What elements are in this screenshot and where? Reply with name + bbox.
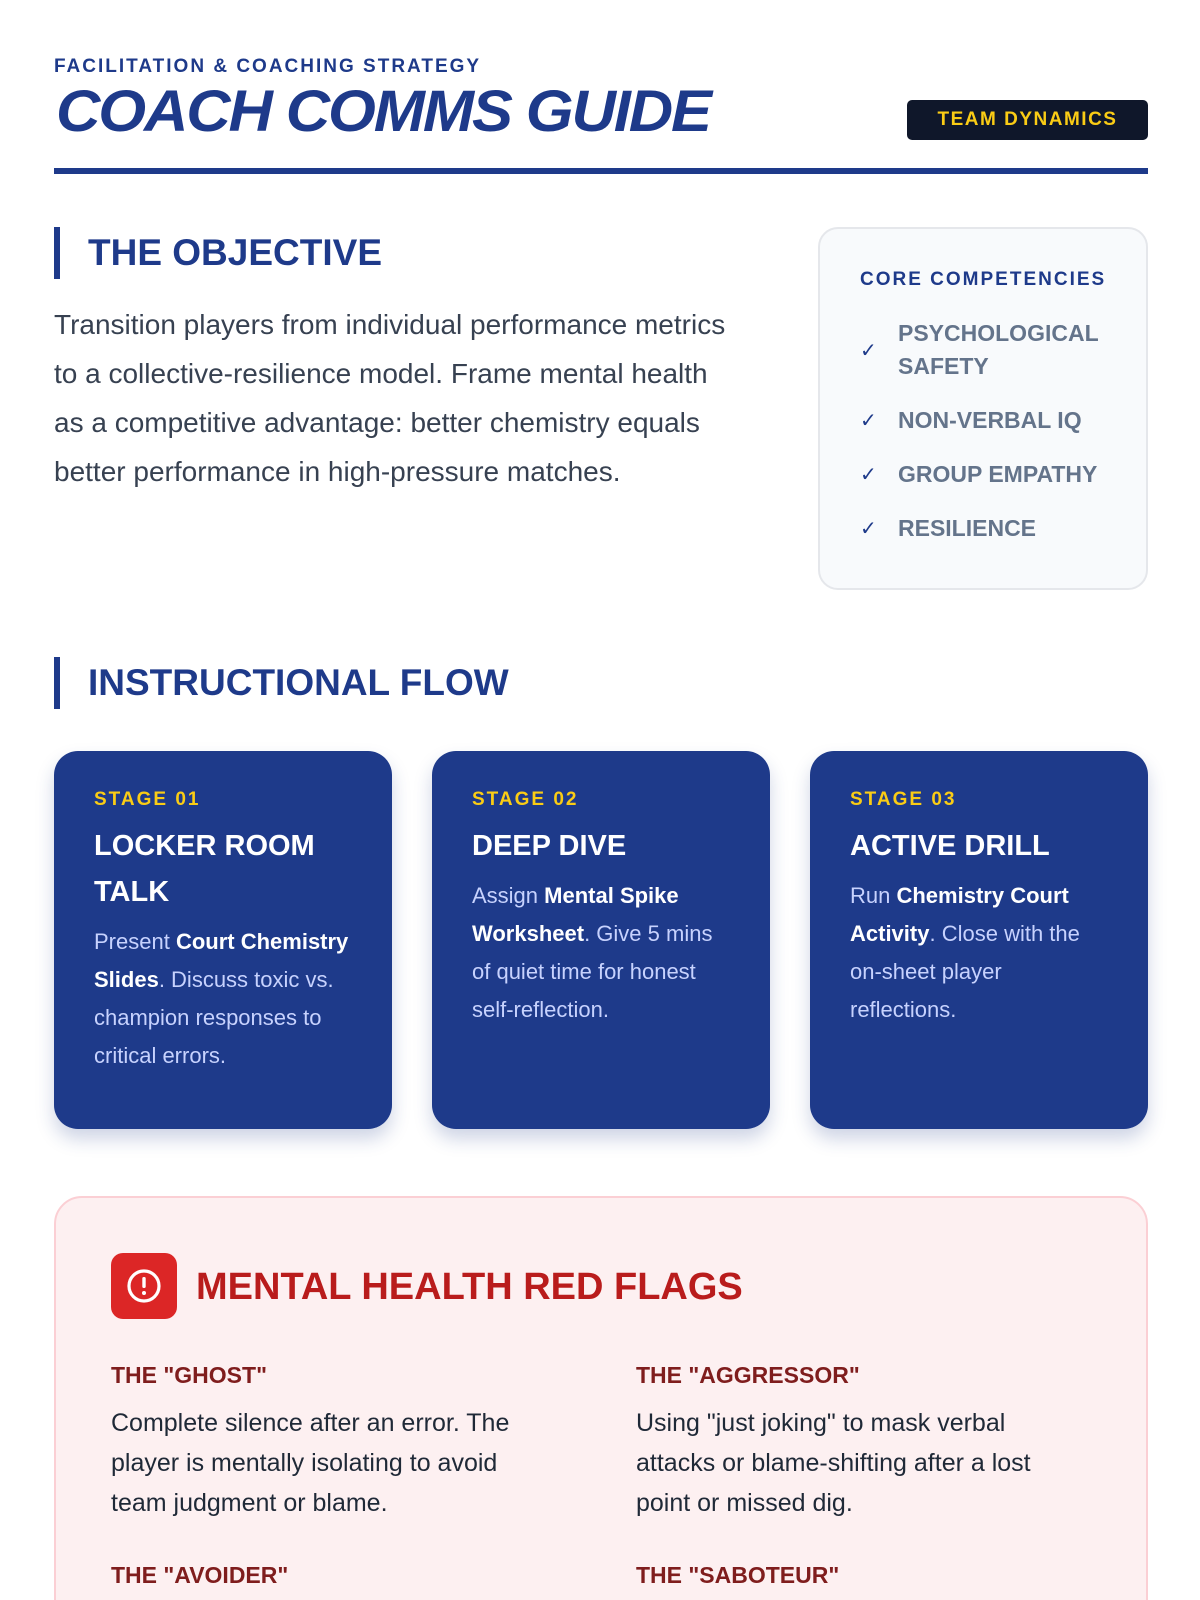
red-flag-description: Complete silence after an error. The player is mentally isolating to avoid team judgment or blame. <box>111 1409 510 1517</box>
red-flag-item <box>636 1562 1076 1600</box>
stage-text: Present <box>94 929 176 954</box>
team-dynamics-badge: TEAM DYNAMICS <box>907 100 1148 140</box>
competency-item <box>860 512 1108 545</box>
red-flag-item <box>111 1562 551 1600</box>
red-flag-title: THE "GHOST" <box>111 1362 267 1388</box>
stage-description <box>94 923 352 1075</box>
stage-description <box>472 877 730 1029</box>
stage-label: STAGE 02 <box>472 789 579 810</box>
red-flags-title: MENTAL HEALTH RED FLAGS <box>196 1265 743 1308</box>
page-title: COACH COMMS GUIDE <box>56 79 710 144</box>
stage-text: . Give 5 mins of quiet time for honest self-reflection. <box>472 921 713 1022</box>
red-flags-panel <box>54 1196 1148 1600</box>
page-header <box>54 52 1148 174</box>
competency-label: PSYCHOLOGICAL SAFETY <box>898 320 1099 379</box>
competency-label: NON-VERBAL IQ <box>898 407 1082 433</box>
red-flag-item <box>636 1362 1076 1523</box>
stage-text: Assign <box>472 883 545 908</box>
competencies-title: CORE COMPETENCIES <box>860 269 1107 290</box>
stage-title: LOCKER ROOM TALK <box>94 830 315 908</box>
check-icon: ✓ <box>860 410 877 432</box>
check-icon: ✓ <box>860 464 877 486</box>
stage-label: STAGE 03 <box>850 789 957 810</box>
guide-page <box>54 0 1148 1600</box>
check-icon: ✓ <box>860 339 877 362</box>
stage-card-03 <box>810 751 1148 1129</box>
stage-card-01 <box>54 751 392 1129</box>
stage-text: Run <box>850 883 897 908</box>
competency-item <box>860 458 1108 491</box>
red-flag-title: THE "AVOIDER" <box>111 1562 289 1588</box>
check-icon: ✓ <box>860 518 877 540</box>
stage-text: . Discuss toxic vs. champion responses to critical errors. <box>94 967 334 1068</box>
competency-item <box>860 317 1108 383</box>
objective-heading: THE OBJECTIVE <box>54 227 382 279</box>
core-competencies-card <box>818 227 1148 590</box>
competency-label: GROUP EMPATHY <box>898 461 1098 487</box>
stage-text: . Close with the on-sheet player reflections. <box>850 921 1080 1022</box>
header-eyebrow: FACILITATION & COACHING STRATEGY <box>54 56 482 77</box>
stage-card-02 <box>432 751 770 1129</box>
red-flag-title: THE "SABOTEUR" <box>636 1562 840 1588</box>
stage-title: DEEP DIVE <box>472 830 627 862</box>
stage-resource: Chemistry Court Activity <box>850 883 1069 946</box>
alert-icon-svg <box>125 1267 163 1305</box>
competency-label: RESILIENCE <box>898 515 1037 541</box>
competency-item <box>860 404 1108 437</box>
red-flag-item <box>111 1362 551 1523</box>
instructional-flow-heading: INSTRUCTIONAL FLOW <box>54 657 509 709</box>
red-flag-title: THE "AGGRESSOR" <box>636 1362 860 1388</box>
objective-text: Transition players from individual performance metrics to a collective-resilience model. Frame mental health as a competitive advantage: better chemistry equals better performance in high-pressure matches. <box>54 309 726 487</box>
stage-resource: Court Chemistry Slides <box>94 929 349 992</box>
red-flag-description: Using "just joking" to mask verbal attacks or blame-shifting after a lost point or missed dig. <box>636 1409 1031 1517</box>
stage-title: ACTIVE DRILL <box>850 830 1050 862</box>
stage-description <box>850 877 1108 1029</box>
stage-resource: Mental Spike Worksheet <box>472 883 679 946</box>
alert-icon <box>111 1253 177 1319</box>
stage-label: STAGE 01 <box>94 789 201 810</box>
